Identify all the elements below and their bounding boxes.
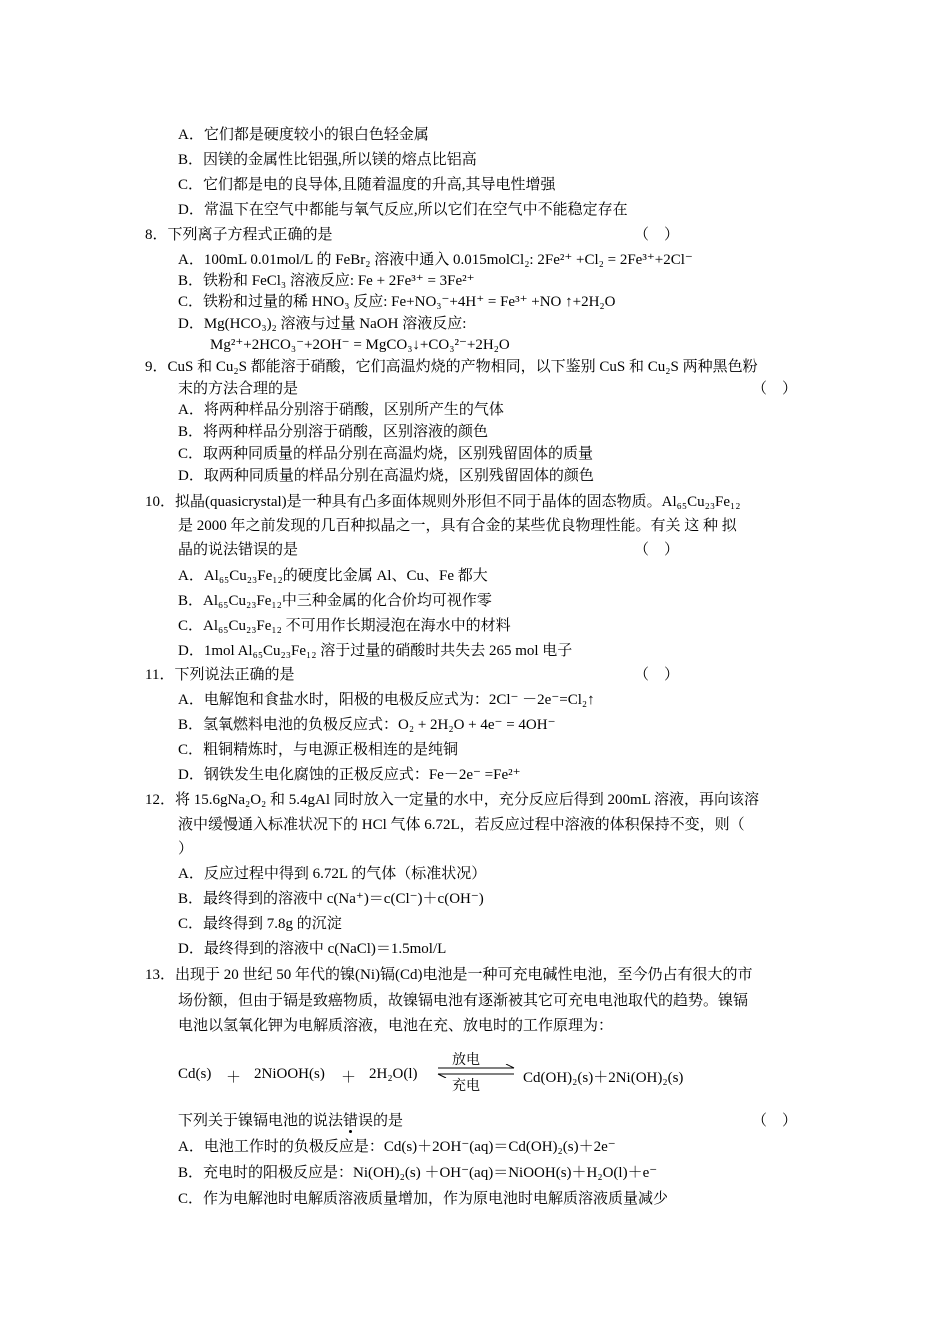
q13-stem-cont2: 电池以氢氧化钾为电解质溶液，电池在充、放电时的工作原理为： xyxy=(178,1018,614,1034)
eq-plus: ＋ xyxy=(341,1070,357,1086)
q12-option-a: A．反应过程中得到 6.72L 的气体（标准状况） xyxy=(178,866,487,882)
eq-reactant-niooh: 2NiOOH(s) xyxy=(254,1066,325,1082)
q13-answer-paren: （ ） xyxy=(752,1113,798,1129)
q10-stem-cont2: 晶的说法错误的是 xyxy=(178,542,299,558)
q12-stem-cont2: ） xyxy=(178,841,194,857)
q13-option-c: C．作为电解池时电解质溶液质量增加，作为原电池时电解质溶液质量减少 xyxy=(178,1191,669,1207)
q11-option-b: B．氢氧燃料电池的负极反应式：O₂ + 2H₂O + 4e⁻ = 4OH⁻ xyxy=(178,717,556,733)
q12-option-c: C．最终得到 7.8g 的沉淀 xyxy=(178,916,342,932)
q7-option-b: B．因镁的金属性比铝强,所以镁的熔点比铝高 xyxy=(178,152,477,168)
q9-stem: 9．CuS 和 Cu₂S 都能溶于硝酸，它们高温灼烧的产物相同，以下鉴别 CuS 和 Cu₂S 两种黑色粉 xyxy=(145,359,758,375)
q13-emphasis-char: 错 xyxy=(343,1113,359,1129)
q8-option-a: A．100mL 0.01mol/L 的 FeBr₂ 溶液中通入 0.015molCl₂: 2Fe²⁺ +Cl₂ = 2Fe³⁺+2Cl⁻ xyxy=(178,252,693,268)
q9-option-d: D．取两种同质量的样品分别在高温灼烧，区别残留固体的颜色 xyxy=(178,468,594,484)
q12-option-d: D．最终得到的溶液中 c(NaCl)＝1.5mol/L xyxy=(178,941,447,957)
q8-option-d: D．Mg(HCO₃)₂ 溶液与过量 NaOH 溶液反应: xyxy=(178,316,467,332)
q13-stem-cont: 场份额，但由于镉是致癌物质，故镍镉电池有逐渐被其它可充电电池取代的趋势。镍镉 xyxy=(178,993,749,1009)
q9-option-c: C．取两种同质量的样品分别在高温灼烧，区别残留固体的质量 xyxy=(178,446,594,462)
q7-option-c: C．它们都是电的良导体,且随着温度的升高,其导电性增强 xyxy=(178,177,556,193)
q13-option-a: A．电池工作时的负极反应是：Cd(s)＋2OH⁻(aq)＝Cd(OH)₂(s)＋2e⁻ xyxy=(178,1139,616,1155)
q8-option-c: C．铁粉和过量的稀 HNO₃ 反应: Fe+NO₃⁻+4H⁺ = Fe³⁺ +NO ↑+2H₂O xyxy=(178,294,616,310)
q11-option-c: C．粗铜精炼时，与电源正极相连的是纯铜 xyxy=(178,742,459,758)
q12-option-b: B．最终得到的溶液中 c(Na⁺)＝c(Cl⁻)＋c(OH⁻) xyxy=(178,891,484,907)
eq-charge-label: 充电 xyxy=(452,1079,480,1094)
q8-option-d-equation: Mg²⁺+2HCO₃⁻+2OH⁻ = MgCO₃↓+CO₃²⁻+2H₂O xyxy=(210,337,510,353)
q7-option-a: A．它们都是硬度较小的银白色轻金属 xyxy=(178,127,429,143)
q9-answer-paren: （ ） xyxy=(752,381,798,397)
eq-discharge-label: 放电 xyxy=(452,1053,480,1068)
eq-products: Cd(OH)₂(s)＋2Ni(OH)₂(s) xyxy=(523,1070,684,1086)
q13-question-pre: 下列关于镍镉电池的说法 xyxy=(178,1113,344,1129)
q10-option-d: D．1mol Al₆₅Cu₂₃Fe₁₂ 溶于过量的硝酸时共失去 265 mol 电子 xyxy=(178,643,573,659)
q11-option-d: D．钢铁发生电化腐蚀的正极反应式：Fe－2e⁻ =Fe²⁺ xyxy=(178,767,521,783)
eq-reactant-water: 2H₂O(l) xyxy=(369,1066,418,1082)
q7-option-d: D．常温下在空气中都能与氧气反应,所以它们在空气中不能稳定存在 xyxy=(178,202,628,218)
q12-stem-cont: 液中缓慢通入标准状况下的 HCl 气体 6.72L，若反应过程中溶液的体积保持不变，则（ xyxy=(178,817,745,833)
q10-stem: 10．拟晶(quasicrystal)是一种具有凸多面体规则外形但不同于晶体的固态物质。Al₆₅Cu₂₃Fe₁₂ xyxy=(145,494,741,510)
q8-option-b: B．铁粉和 FeCl₃ 溶液反应: Fe + 2Fe³⁺ = 3Fe²⁺ xyxy=(178,273,475,289)
eq-plus: ＋ xyxy=(226,1070,242,1086)
q10-stem-cont: 是 2000 年之前发现的几百种拟晶之一，具有合金的某些优良物理性能。有关 这 种 拟 xyxy=(178,518,737,534)
q8-stem: 8．下列离子方程式正确的是 xyxy=(145,227,333,243)
q11-answer-paren: （ ） xyxy=(634,667,680,683)
q13-stem: 13．出现于 20 世纪 50 年代的镍(Ni)镉(Cd)电池是一种可充电碱性电池，至今仍占有很大的市 xyxy=(145,967,753,983)
q12-stem: 12．将 15.6gNa₂O₂ 和 5.4gAl 同时放入一定量的水中，充分反应后得到 200mL 溶液，再向该溶 xyxy=(145,792,760,808)
q9-stem-cont: 末的方法合理的是 xyxy=(178,381,299,397)
q8-answer-paren: （ ） xyxy=(634,227,680,243)
q11-option-a: A．电解饱和食盐水时，阳极的电极反应式为：2Cl⁻ －2e⁻=Cl₂↑ xyxy=(178,692,595,708)
q10-option-a: A．Al₆₅Cu₂₃Fe₁₂的硬度比金属 Al、Cu、Fe 都大 xyxy=(178,568,488,584)
q9-option-a: A．将两种样品分别溶于硝酸，区别所产生的气体 xyxy=(178,402,504,418)
q10-option-b: B．Al₆₅Cu₂₃Fe₁₂中三种金属的化合价均可视作零 xyxy=(178,593,492,609)
q9-option-b: B．将两种样品分别溶于硝酸，区别溶液的颜色 xyxy=(178,424,489,440)
q10-answer-paren: （ ） xyxy=(634,542,680,558)
q13-question-post: 误的是 xyxy=(358,1113,404,1129)
q10-option-c: C．Al₆₅Cu₂₃Fe₁₂ 不可用作长期浸泡在海水中的材料 xyxy=(178,618,511,634)
q13-option-b: B．充电时的阳极反应是：Ni(OH)₂(s) ＋OH⁻(aq)＝NiOOH(s)＋H₂O(l)＋e⁻ xyxy=(178,1165,658,1181)
q13-question xyxy=(178,1111,403,1131)
eq-reactant-cd: Cd(s) xyxy=(178,1066,212,1082)
q11-stem: 11．下列说法正确的是 xyxy=(145,667,295,683)
nicd-reaction-equation xyxy=(178,1048,738,1098)
